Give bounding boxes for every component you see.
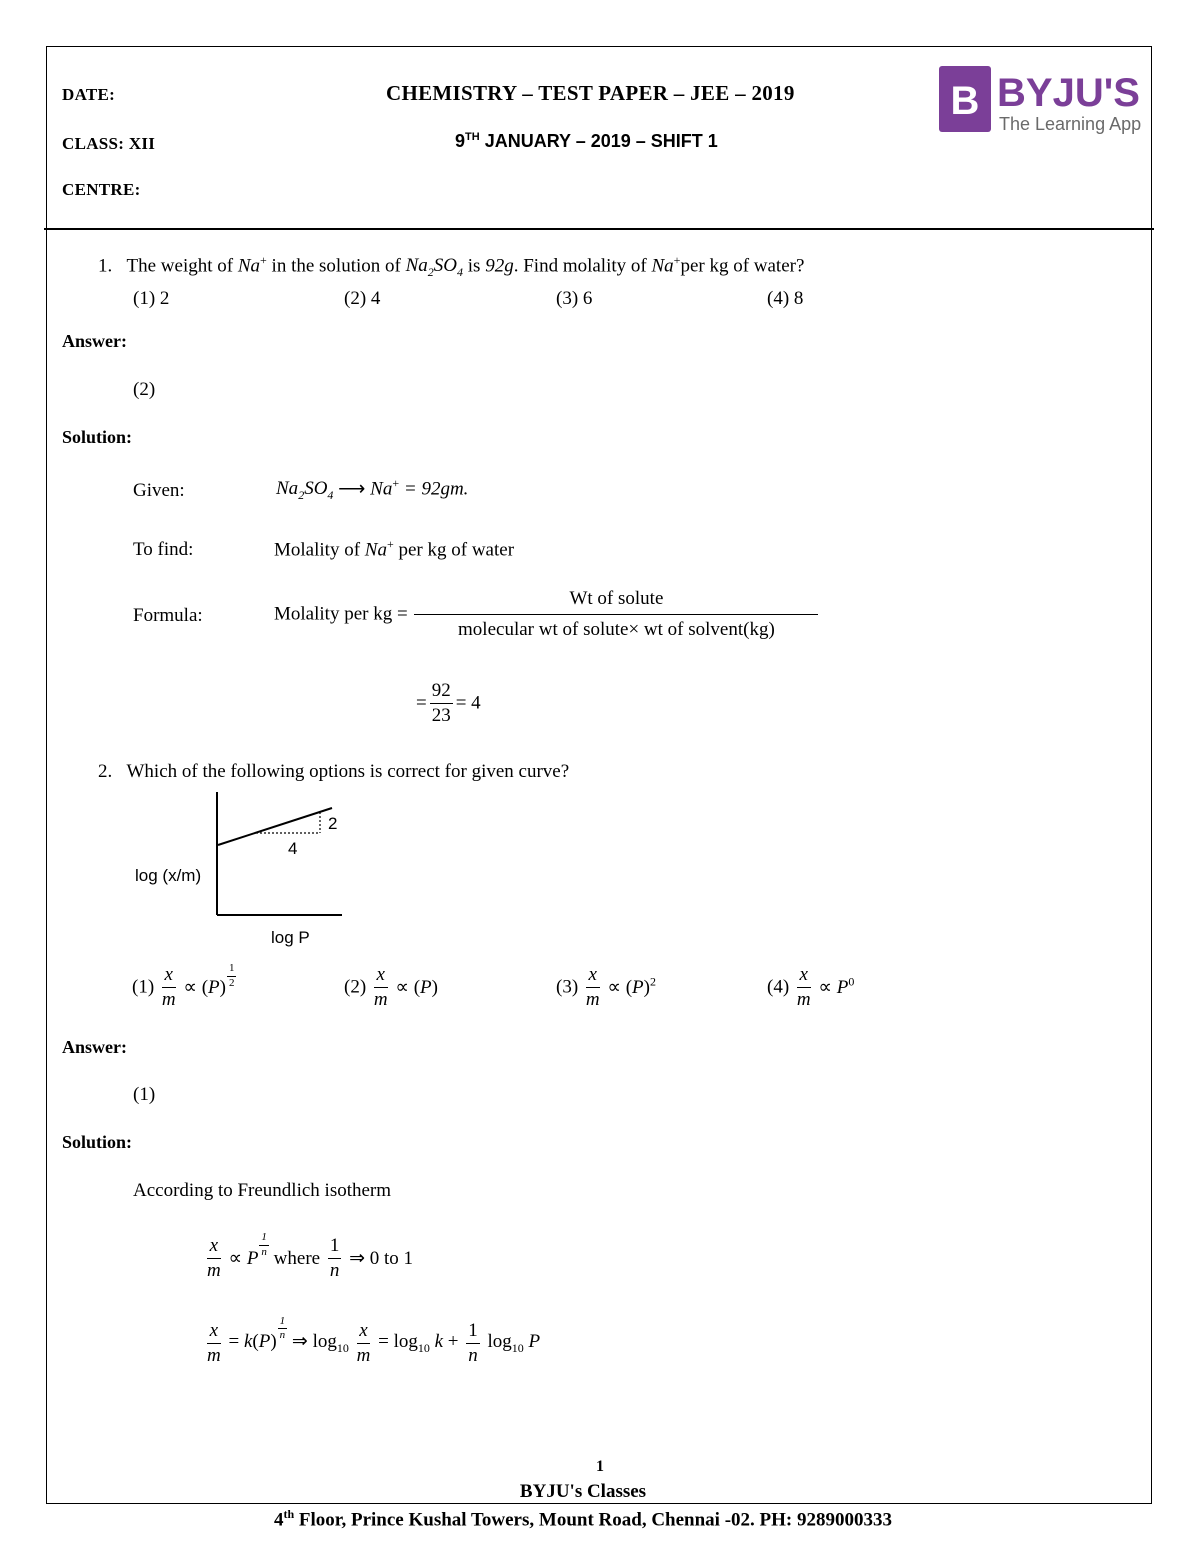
formula: Molality per kg = $\frac{\text{Wt of solute}}{\text{molecular wt of solute× wt of solvent(kg)}}$ [274,587,821,642]
byjus-logo [939,64,1141,134]
graph-line [218,808,332,845]
formula-label: Formula: [133,605,203,626]
q2-option-2: (2) $\frac{x}{m}$ ∝ (P) [344,964,438,1010]
q2-answer-label: Answer: [62,1037,127,1057]
q1-option-2: (2) 4 [344,288,381,309]
logo-tagline: The Learning App [999,114,1141,134]
q1-answer-label: Answer: [62,331,127,351]
q1-calculation: = $\frac{92}{23}$ = 4 [416,680,481,726]
q2-solution-label: Solution: [62,1132,133,1152]
reaction-arrow: ⟶ [338,478,366,500]
given-label: Given: [133,480,185,501]
paper-title: CHEMISTRY – TEST PAPER – JEE – 2019 [386,81,795,105]
graph-run-label: 4 [288,839,298,858]
logo-brand: BYJU'S [997,71,1140,115]
footer-company: BYJU's Classes [519,1481,647,1502]
q1-stem: 1. The weight of Na+ in the solution of $Na_2SO_4$ is 92g. Find molality of Na+per kg of water? [98,253,805,280]
q2-solution-text: According to Freundlich isotherm [133,1180,392,1201]
q2-answer: (1) [133,1084,156,1105]
tofind-text: Molality of Na+ per kg of water [274,537,515,561]
q1-solution-label: Solution: [62,427,133,447]
q1-answer: (2) [133,379,156,400]
paper-subtitle: 9TH JANUARY – 2019 – SHIFT 1 [455,131,718,151]
graph-rise-label: 2 [328,814,338,833]
class-label: CLASS: XII [62,134,156,153]
graph-x-label: log P [271,928,310,947]
q1-option-1: (1) 2 [133,288,170,309]
q1-option-3: (3) 6 [556,288,593,309]
graph-y-label: log (x/m) [135,866,202,885]
footer-address: 4th Floor, Prince Kushal Towers, Mount Road, Chennai -02. PH: 9289000333 [273,1507,892,1531]
q2-stem: 2. Which of the following options is correct for given curve? [98,761,570,782]
logo-letter: B [950,79,980,123]
q2-option-1: (1) $\frac{x}{m}$ ∝ (P) $\frac{1}{2}$ [132,962,235,1010]
q2-option-3: (3) $\frac{x}{m}$ ∝ $(P)^2$ [556,964,656,1010]
page-number: 1 [596,1458,604,1475]
q1-option-4: (4) 8 [767,288,804,309]
centre-label: CENTRE: [62,180,141,199]
header-divider [44,228,1154,230]
freundlich-equation-1: $\frac{x}{m}$ ∝ P $\frac{1}{n}$ where $\frac{1}{n}$ ⇒ 0 to 1 [207,1231,414,1281]
tofind-label: To find: [133,539,194,560]
date-label: DATE: [62,85,116,104]
freundlich-equation-2: $\frac{x}{m}$ = k(P) $\frac{1}{n}$ ⇒ $\log_{10}$ $\frac{x}{m}$ = $\log_{10} k$ + $\frac{1}{n}$ $\log_{10} P$ [207,1314,541,1366]
q2-option-4: (4) $\frac{x}{m}$ ∝ $P^0$ [767,964,855,1010]
given-equation: $Na_2SO_4$ ⟶ Na+ = 92gm. [276,476,469,503]
q2-graph [130,788,350,958]
